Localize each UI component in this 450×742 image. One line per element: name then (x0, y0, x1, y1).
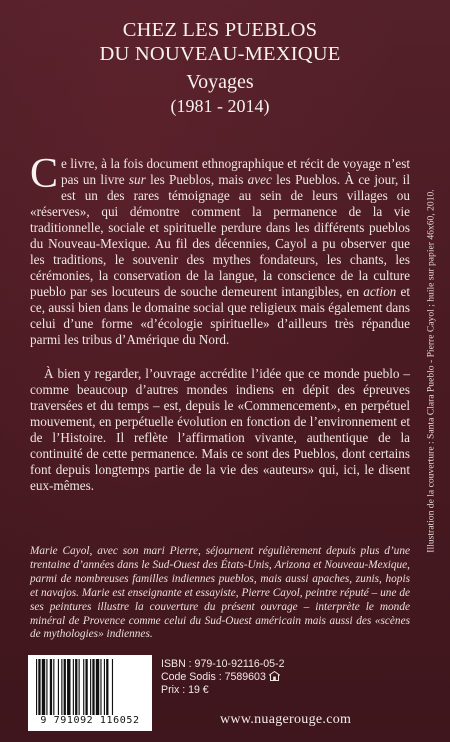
date-range: (1981 - 2014) (170, 96, 270, 116)
barcode-bars (36, 659, 144, 715)
price: Prix : 19 € (161, 684, 209, 697)
isbn: ISBN : 979-10-92116-05-2 (161, 658, 285, 670)
title-block (0, 18, 440, 117)
blurb-text: e livre, à la fois document ethnographique et récit de voyage n’est pas un livre (61, 156, 410, 187)
drop-cap: C (30, 151, 59, 197)
sodis-code-row (161, 671, 284, 684)
author-bio: Marie Cayol, avec son mari Pierre, séjournent régulièrement depuis plus d’une trentaine d’années dans le Sud-Ouest des États-Unis, Arizona et Nouveau-Mexique, parmi de nombreuses familles indiennes pueblos, mais aussi apaches, zunis, hopis et navajos. Marie est enseignante et essayiste, Pierre Cayol, peintre réputé – une de ses peintures illustre la couverture du présent ouvrage – interprète le monde minéral de Provence comme celui du Sud-Ouest américain mais aussi des «scènes de mythologies» indiennes. (30, 545, 410, 641)
sodis-code: Code Sodis : 7589603 (161, 671, 266, 684)
barcode (28, 655, 152, 731)
publisher-website[interactable]: www.nuagerouge.com (220, 712, 352, 727)
cover-illustration-credit: Illustration de la couverture : Santa Clara Pueblo - Pierre Cayol ; huile sur papier 46x60, 2010. (425, 189, 437, 553)
barcode-digits: 9 791092 116052 (40, 715, 140, 726)
emphasis-action: action (363, 284, 397, 299)
title-line-1: CHEZ LES PUEBLOS (122, 19, 318, 41)
subtitle: Voyages (186, 71, 254, 93)
emphasis-sur: sur (128, 172, 146, 187)
emphasis-avec: avec (247, 172, 272, 187)
title-line-2: DU NOUVEAU-MEXIQUE (99, 43, 341, 65)
house-seal-icon (269, 671, 280, 681)
blurb-text: et ce, aussi bien dans le domaine social que religieux mais également dans celui d’une forme «d’écologie spirituelle» d’ailleurs très répandue parmi les tribus d’Amérique du Nord. (30, 284, 410, 347)
blurb-paragraph-1 (30, 151, 410, 348)
blurb-text: les Pueblos. À ce jour, il est un des rares témoignage au sein de leurs villages ou «réserves», qui démontre comment la permanence de la vie traditionnelle, sociale et spirituelle perdure dans les différents pueblos du Nouveau-Mexique. Au fil des décennies, Cayol a pu observer que les traditions, le souvenir des mythes fondateurs, les chants, les cérémonies, la conservation de la langue, la conscience de la culture pueblo par ses locuteurs de souche demeurent intangibles, en (30, 172, 410, 299)
blurb-paragraph-2: À bien y regarder, l’ouvrage accrédite l’idée que ce monde pueblo – comme beaucoup d’autres mondes indiens en dépit des épreuves traversées et du temps – est, depuis le «Commencement», en perpétuel mouvement, en perpétuelle évolution en fonction de l’environnement et de l’Histoire. Il reflète l’affirmation vivante, authentique de la continuité de cette permanence. Mais ce sont des Pueblos, dont certains font depuis longtemps partie de la vie des «auteurs» qui, ici, le disent eux-mêmes. (30, 366, 410, 493)
blurb-text: les Pueblos, mais (145, 172, 248, 187)
book-info (161, 658, 284, 698)
